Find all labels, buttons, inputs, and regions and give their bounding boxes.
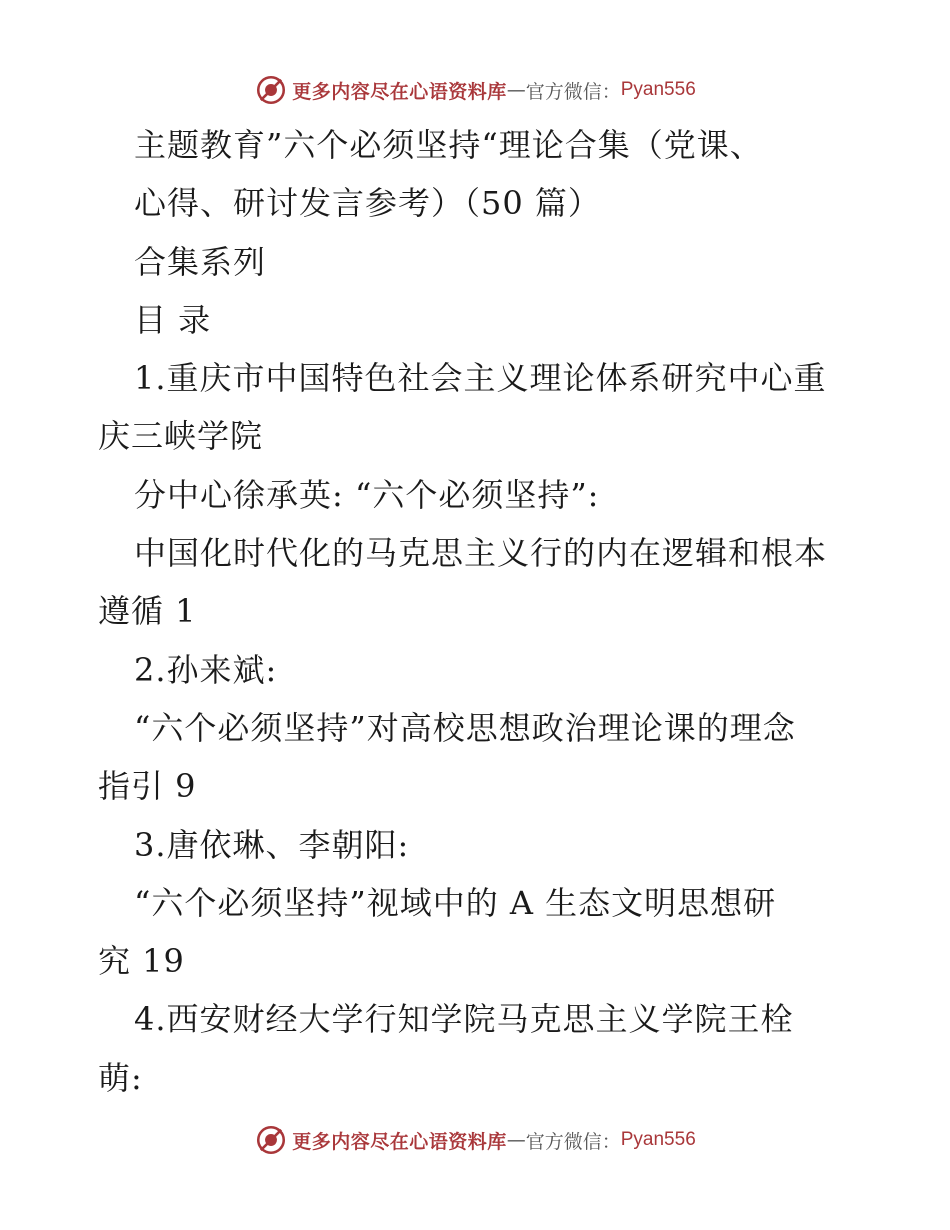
doc-line: 主题教育”六个必须坚持“理论合集（党课、 <box>134 126 763 164</box>
header-watermark <box>0 70 950 110</box>
doc-line: 指引 9 <box>98 767 197 806</box>
doc-line: 心得、研讨发言参考）（50 篇） <box>134 184 601 223</box>
logo-icon <box>254 73 288 107</box>
watermark-sub-text: 官方微信： <box>525 1130 621 1153</box>
doc-line: 分中心徐承英: “六个必须坚持”: <box>134 475 600 514</box>
doc-line: 合集系列 <box>134 242 267 281</box>
doc-line: 遵循 1 <box>98 592 197 631</box>
doc-line: 萌: <box>98 1058 143 1097</box>
watermark-dash: — <box>506 1129 526 1151</box>
doc-line: 2.孙来斌: <box>134 650 278 689</box>
doc-line: 1.重庆市中国特色社会主义理论体系研究中心重 <box>134 359 827 398</box>
doc-line: 庆三峡学院 <box>98 417 264 456</box>
doc-line: 中国化时代化的马克思主义行的内在逻辑和根本 <box>134 534 828 573</box>
watermark-dash: — <box>506 79 526 101</box>
watermark-main-text: 更多内容尽在心语资料库 <box>292 1130 507 1153</box>
doc-line: 目 录 <box>134 300 212 339</box>
doc-line: 3.唐依琳、李朝阳: <box>134 825 410 864</box>
watermark-main-text: 更多内容尽在心语资料库 <box>292 80 507 103</box>
watermark-sub-text: 官方微信： <box>525 80 621 103</box>
doc-line: 4.西安财经大学行知学院马克思主义学院王栓 <box>134 1000 794 1039</box>
watermark-id-text: Pyan556 <box>620 79 696 100</box>
watermark-id-text: Pyan556 <box>620 1129 696 1150</box>
document-body <box>0 116 950 1107</box>
doc-line: “六个必须坚持”对高校思想政治理论课的理念 <box>134 708 796 747</box>
doc-line: 究 19 <box>98 942 185 981</box>
doc-line: “六个必须坚持”视域中的 A 生态文明思想研 <box>134 883 777 922</box>
logo-icon <box>254 1123 288 1157</box>
footer-watermark <box>0 1120 950 1160</box>
